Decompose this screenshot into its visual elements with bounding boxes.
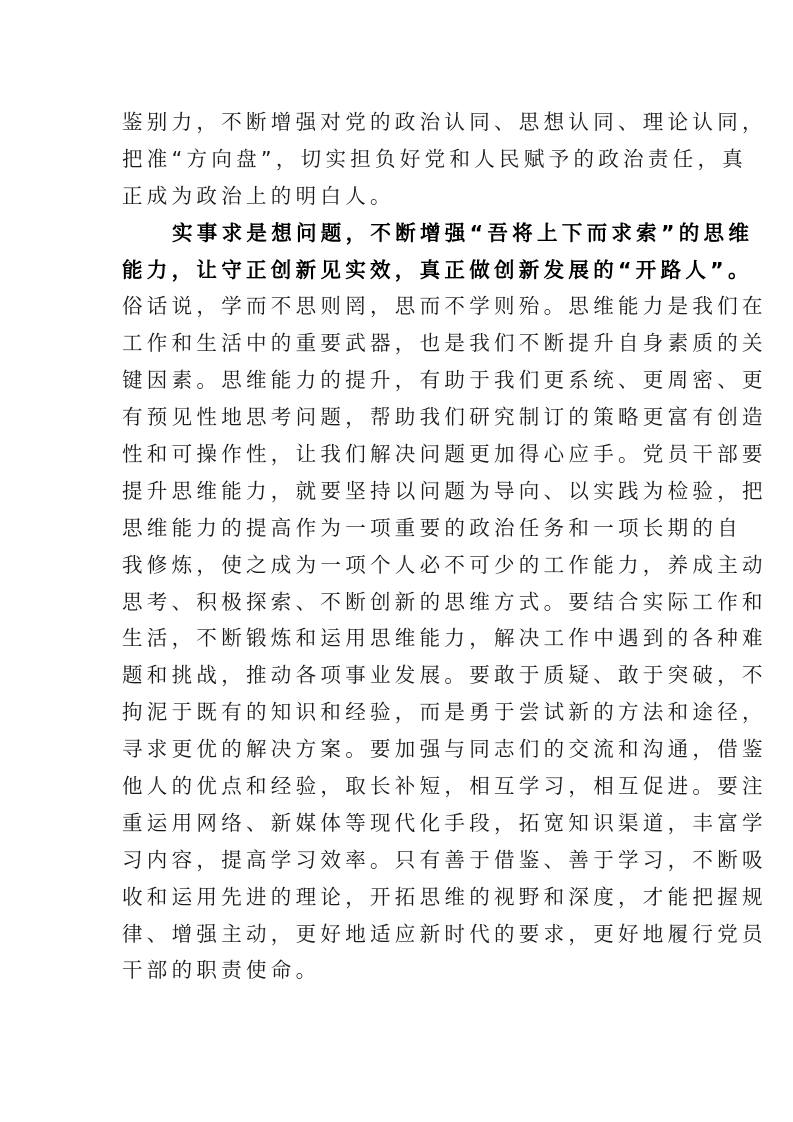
text-line: 寻求更优的解决方案。要加强与同志们的交流和沟通，借鉴: [122, 737, 767, 762]
text-line: 他人的优点和经验，取长补短，相互学习，相互促进。要注: [122, 774, 767, 799]
text-line: 思考、积极探索、不断创新的思维方式。要结合实际工作和: [122, 589, 767, 614]
text-line: 性和可操作性，让我们解决问题更加得心应手。党员干部要: [122, 442, 767, 467]
paragraph-continuation: [122, 104, 767, 215]
paragraph-heading: [122, 215, 754, 289]
text-line: 键因素。思维能力的提升，有助于我们更系统、更周密、更: [122, 368, 767, 393]
text-line: 提升思维能力，就要坚持以问题为导向、以实践为检验，把: [122, 478, 767, 503]
text-line: 有预见性地思考问题，帮助我们研究制订的策略更富有创造: [122, 405, 767, 430]
text-line: 重运用网络、新媒体等现代化手段，拓宽知识渠道，丰富学: [122, 810, 767, 835]
text-line: 俗话说，学而不思则罔，思而不学则殆。思维能力是我们在: [122, 294, 767, 319]
text-line: 拘泥于既有的知识和经验，而是勇于尝试新的方法和途径，: [122, 700, 767, 725]
text-line: 习内容，提高学习效率。只有善于借鉴、善于学习，不断吸: [122, 847, 767, 872]
document-page: [122, 104, 767, 989]
text-line: 生活，不断锻炼和运用思维能力，解决工作中遇到的各种难: [122, 626, 767, 651]
text-line: 思维能力的提高作为一项重要的政治任务和一项长期的自: [122, 515, 742, 540]
heading-line: 能力，让守正创新见实效，真正做创新发展的“开路人”。: [122, 257, 753, 282]
text-line: 题和挑战，推动各项事业发展。要敢于质疑、敢于突破，不: [122, 663, 767, 688]
paragraph-body: [122, 288, 767, 989]
text-line: 干部的职责使命。: [122, 958, 321, 983]
heading-line: 实事求是想问题，不断增强“吾将上下而求索”的思维: [172, 220, 754, 245]
text-line: 鉴别力，不断增强对党的政治认同、思想认同、理论认同，: [122, 110, 767, 134]
text-line: 收和运用先进的理论，开拓思维的视野和深度，才能把握规: [122, 884, 767, 909]
text-line: 把准“方向盘”，切实担负好党和人民赋予的政治责任，真: [122, 146, 748, 171]
text-line: 工作和生活中的重要武器，也是我们不断提升自身素质的关: [122, 331, 767, 356]
text-line: 律、增强主动，更好地适应新时代的要求，更好地履行党员: [122, 921, 767, 946]
text-line: 我修炼，使之成为一项个人必不可少的工作能力，养成主动: [122, 552, 767, 577]
text-line: 正成为政治上的明白人。: [122, 183, 395, 208]
